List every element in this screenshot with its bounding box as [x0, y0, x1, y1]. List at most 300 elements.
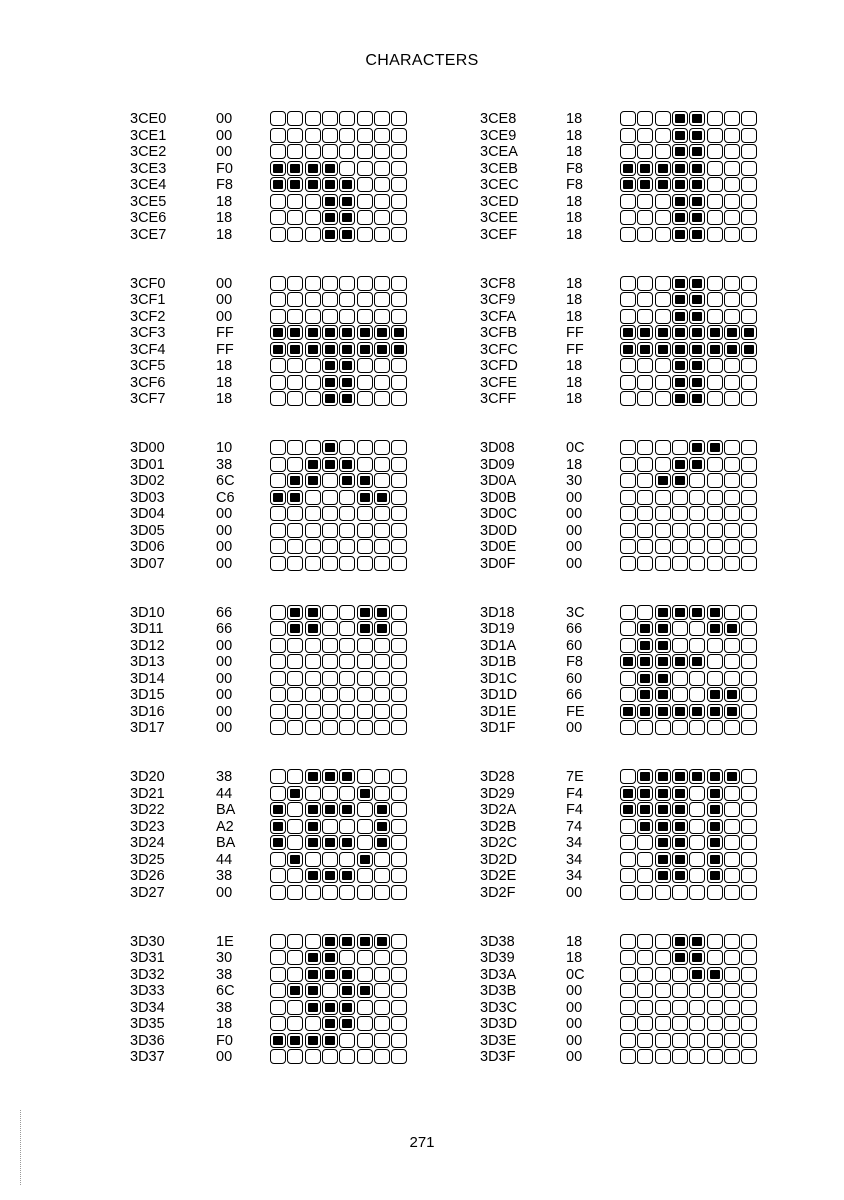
pixel-on	[287, 325, 303, 340]
pixel-on	[707, 852, 723, 867]
pixel-on	[339, 473, 355, 488]
pixel-off	[637, 720, 653, 735]
pixel-off	[620, 556, 636, 571]
pixel-on	[270, 802, 286, 817]
address-label: 3D25	[130, 851, 165, 868]
page-number: 271	[409, 1134, 435, 1151]
pixel-off	[620, 687, 636, 702]
hex-value: 30	[566, 473, 583, 489]
pixel-on	[672, 128, 688, 143]
pixel-off	[689, 885, 705, 900]
pixel-on	[322, 802, 338, 817]
pixel-on	[322, 950, 338, 965]
pixel-off	[322, 704, 338, 719]
pixel-off	[655, 1049, 671, 1064]
address-label: 3D24	[130, 835, 165, 851]
hex-value: 66	[216, 621, 233, 637]
pixel-off	[374, 358, 390, 373]
pixel-off	[655, 1016, 671, 1031]
pixel-off	[637, 490, 653, 505]
char-block	[480, 605, 840, 741]
pixel-off	[305, 1049, 321, 1064]
pixel-off	[724, 210, 740, 225]
pixel-off	[741, 440, 757, 455]
pixel-on	[305, 983, 321, 998]
hex-value: FF	[216, 341, 234, 358]
char-row	[480, 852, 840, 869]
pixel-on	[655, 769, 671, 784]
pixel-on	[689, 440, 705, 455]
hex-value: 00	[216, 703, 233, 720]
pixel-off	[305, 391, 321, 406]
address-label: 3D2A	[480, 802, 517, 818]
pixel-off	[305, 704, 321, 719]
pixel-off	[374, 506, 390, 521]
char-row	[480, 704, 840, 721]
char-block	[480, 934, 840, 1070]
pixel-on	[689, 276, 705, 291]
pixel-on	[637, 802, 653, 817]
hex-value: 00	[216, 506, 233, 522]
pixel-off	[339, 671, 355, 686]
hex-value: 44	[216, 851, 233, 868]
pixel-off	[374, 967, 390, 982]
hex-value: FF	[566, 325, 584, 341]
pixel-off	[620, 1016, 636, 1031]
pixel-off	[287, 358, 303, 373]
pixel-on	[322, 342, 338, 357]
pixel-off	[741, 852, 757, 867]
address-label: 3D38	[480, 933, 515, 950]
pixel-on	[707, 819, 723, 834]
pixel-off	[322, 473, 338, 488]
pixel-off	[655, 1033, 671, 1048]
pixel-on	[689, 161, 705, 176]
pixel-off	[322, 885, 338, 900]
pixel-off	[391, 391, 407, 406]
address-label: 3CED	[480, 193, 519, 210]
pixel-off	[655, 490, 671, 505]
pixel-off	[270, 556, 286, 571]
pixel-off	[620, 1033, 636, 1048]
char-row	[130, 391, 490, 408]
hex-value: 18	[566, 358, 583, 374]
pixel-off	[741, 506, 757, 521]
pixel-off	[637, 1016, 653, 1031]
pixel-on	[322, 868, 338, 883]
pixel-on	[724, 769, 740, 784]
pixel-off	[287, 720, 303, 735]
pixel-on	[672, 358, 688, 373]
pixel-off	[391, 128, 407, 143]
hex-value: F0	[216, 1032, 233, 1049]
pixel-off	[689, 539, 705, 554]
pixel-off	[357, 128, 373, 143]
address-label: 3D22	[130, 802, 165, 818]
pixel-off	[724, 835, 740, 850]
pixel-off	[707, 983, 723, 998]
pixel-off	[287, 539, 303, 554]
pixel-off	[391, 506, 407, 521]
pixel-off	[270, 391, 286, 406]
pixel-off	[707, 457, 723, 472]
char-block	[130, 276, 490, 412]
pixel-off	[689, 868, 705, 883]
address-label: 3D39	[480, 950, 515, 966]
hex-value: 18	[566, 210, 583, 226]
pixel-off	[339, 852, 355, 867]
pixel-off	[391, 802, 407, 817]
pixel-on	[655, 671, 671, 686]
pixel-on	[287, 621, 303, 636]
pixel-off	[724, 654, 740, 669]
pixel-off	[672, 621, 688, 636]
pixel-on	[305, 967, 321, 982]
pixel-off	[322, 292, 338, 307]
hex-value: 18	[216, 1016, 233, 1032]
hex-value: 18	[216, 193, 233, 210]
hex-value: 00	[566, 983, 583, 999]
pixel-on	[322, 194, 338, 209]
pixel-off	[270, 786, 286, 801]
pixel-off	[322, 654, 338, 669]
pixel-off	[741, 950, 757, 965]
pixel-off	[374, 391, 390, 406]
pixel-off	[305, 490, 321, 505]
pixel-on	[689, 309, 705, 324]
pixel-off	[655, 391, 671, 406]
pixel-on	[672, 704, 688, 719]
pixel-off	[741, 934, 757, 949]
pixel-off	[391, 210, 407, 225]
pixel-off	[741, 309, 757, 324]
char-row	[130, 720, 490, 737]
pixel-off	[287, 950, 303, 965]
pixel-on	[689, 967, 705, 982]
address-label: 3D1B	[480, 654, 517, 670]
pixel-off	[270, 967, 286, 982]
pixel-on	[322, 967, 338, 982]
pixel-off	[620, 194, 636, 209]
pixel-on	[689, 654, 705, 669]
pixel-on	[339, 375, 355, 390]
pixel-off	[724, 391, 740, 406]
pixel-on	[637, 687, 653, 702]
char-row	[130, 227, 490, 244]
char-row	[130, 210, 490, 227]
char-row	[130, 802, 490, 819]
hex-value: 00	[216, 127, 233, 144]
address-label: 3D27	[130, 884, 165, 901]
pixel-off	[724, 177, 740, 192]
char-row	[480, 292, 840, 309]
char-block	[130, 440, 490, 576]
pixel-on	[655, 802, 671, 817]
pixel-off	[620, 358, 636, 373]
pixel-off	[270, 769, 286, 784]
pixel-off	[287, 144, 303, 159]
pixel-off	[339, 309, 355, 324]
page-title: CHARACTERS	[365, 52, 479, 69]
char-block	[130, 111, 490, 247]
pixel-off	[322, 523, 338, 538]
pixel-on	[655, 177, 671, 192]
pixel-off	[339, 1033, 355, 1048]
address-label: 3CFF	[480, 391, 517, 407]
pixel-off	[724, 967, 740, 982]
pixel-off	[637, 375, 653, 390]
pixel-off	[620, 440, 636, 455]
pixel-off	[655, 309, 671, 324]
char-row	[480, 473, 840, 490]
pixel-off	[305, 671, 321, 686]
pixel-off	[707, 539, 723, 554]
pixel-on	[672, 786, 688, 801]
hex-value: 00	[216, 522, 233, 539]
pixel-on	[655, 605, 671, 620]
pixel-on	[322, 1000, 338, 1015]
address-label: 3CEF	[480, 226, 518, 243]
pixel-on	[374, 342, 390, 357]
pixel-off	[689, 473, 705, 488]
pixel-off	[637, 1033, 653, 1048]
pixel-off	[391, 490, 407, 505]
pixel-off	[724, 885, 740, 900]
pixel-off	[391, 144, 407, 159]
pixel-off	[707, 309, 723, 324]
pixel-on	[672, 309, 688, 324]
pixel-on	[305, 819, 321, 834]
pixel-on	[270, 490, 286, 505]
pixel-off	[637, 556, 653, 571]
pixel-on	[620, 342, 636, 357]
pixel-off	[391, 852, 407, 867]
pixel-on	[724, 621, 740, 636]
pixel-off	[707, 1000, 723, 1015]
char-row	[130, 934, 490, 951]
pixel-off	[339, 654, 355, 669]
pixel-off	[339, 539, 355, 554]
pixel-on	[672, 391, 688, 406]
hex-value: 18	[216, 391, 233, 407]
pixel-on	[305, 835, 321, 850]
char-row	[130, 440, 490, 457]
pixel-off	[689, 490, 705, 505]
pixel-off	[305, 506, 321, 521]
pixel-off	[270, 194, 286, 209]
pixel-off	[672, 885, 688, 900]
pixel-off	[270, 605, 286, 620]
address-label: 3D0D	[480, 522, 518, 539]
address-label: 3D31	[130, 950, 165, 966]
address-label: 3D02	[130, 473, 165, 489]
pixel-on	[357, 934, 373, 949]
pixel-off	[620, 276, 636, 291]
pixel-off	[270, 292, 286, 307]
hex-value: 00	[566, 999, 583, 1016]
char-block	[480, 276, 840, 412]
pixel-off	[637, 292, 653, 307]
pixel-off	[741, 786, 757, 801]
pixel-off	[707, 506, 723, 521]
pixel-off	[655, 983, 671, 998]
pixel-off	[374, 786, 390, 801]
pixel-off	[620, 1000, 636, 1015]
pixel-off	[391, 440, 407, 455]
pixel-off	[689, 621, 705, 636]
pixel-on	[637, 177, 653, 192]
pixel-off	[322, 621, 338, 636]
pixel-off	[357, 292, 373, 307]
pixel-off	[270, 638, 286, 653]
pixel-off	[322, 671, 338, 686]
pixel-off	[287, 210, 303, 225]
pixel-off	[374, 983, 390, 998]
pixel-off	[287, 111, 303, 126]
pixel-on	[322, 934, 338, 949]
pixel-on	[689, 227, 705, 242]
pixel-off	[357, 1000, 373, 1015]
pixel-off	[707, 276, 723, 291]
pixel-off	[357, 111, 373, 126]
char-row	[480, 786, 840, 803]
pixel-off	[724, 161, 740, 176]
char-row	[130, 605, 490, 622]
pixel-off	[655, 506, 671, 521]
address-label: 3CEE	[480, 210, 518, 226]
pixel-off	[707, 1033, 723, 1048]
pixel-off	[707, 292, 723, 307]
pixel-off	[655, 210, 671, 225]
pixel-on	[672, 473, 688, 488]
pixel-on	[391, 325, 407, 340]
pixel-off	[322, 556, 338, 571]
pixel-off	[672, 720, 688, 735]
pixel-on	[707, 802, 723, 817]
pixel-off	[724, 819, 740, 834]
char-row	[480, 1033, 840, 1050]
pixel-off	[741, 967, 757, 982]
pixel-off	[707, 671, 723, 686]
address-label: 3D32	[130, 966, 165, 983]
address-label: 3D3E	[480, 1032, 517, 1049]
pixel-off	[620, 539, 636, 554]
pixel-off	[741, 128, 757, 143]
pixel-off	[322, 819, 338, 834]
pixel-off	[374, 457, 390, 472]
hex-value: 0C	[566, 966, 585, 983]
pixel-off	[655, 885, 671, 900]
pixel-off	[357, 210, 373, 225]
pixel-off	[724, 457, 740, 472]
pixel-off	[391, 227, 407, 242]
pixel-on	[287, 161, 303, 176]
pixel-off	[357, 1033, 373, 1048]
pixel-off	[357, 950, 373, 965]
pixel-on	[305, 161, 321, 176]
pixel-on	[339, 210, 355, 225]
char-block	[130, 934, 490, 1070]
pixel-on	[672, 227, 688, 242]
pixel-on	[374, 802, 390, 817]
hex-value: 18	[216, 226, 233, 243]
pixel-off	[672, 506, 688, 521]
pixel-off	[620, 967, 636, 982]
pixel-on	[672, 325, 688, 340]
pixel-off	[357, 375, 373, 390]
pixel-off	[707, 950, 723, 965]
pixel-off	[672, 539, 688, 554]
address-label: 3D2D	[480, 851, 518, 868]
pixel-off	[305, 654, 321, 669]
pixel-off	[620, 457, 636, 472]
hex-value: 18	[566, 193, 583, 210]
pixel-off	[655, 358, 671, 373]
pixel-off	[707, 473, 723, 488]
pixel-off	[724, 868, 740, 883]
pixel-off	[741, 720, 757, 735]
pixel-off	[655, 111, 671, 126]
pixel-off	[305, 1016, 321, 1031]
hex-value: F4	[566, 802, 583, 818]
pixel-off	[707, 638, 723, 653]
hex-value: 00	[216, 111, 233, 127]
pixel-off	[620, 128, 636, 143]
char-row	[480, 687, 840, 704]
pixel-on	[374, 490, 390, 505]
hex-value: 18	[566, 308, 583, 325]
pixel-off	[637, 1000, 653, 1015]
address-label: 3D23	[130, 818, 165, 835]
pixel-off	[270, 654, 286, 669]
address-label: 3D28	[480, 769, 515, 785]
hex-value: 18	[216, 374, 233, 391]
hex-value: F0	[216, 160, 233, 177]
char-row	[130, 852, 490, 869]
pixel-on	[689, 210, 705, 225]
pixel-off	[620, 950, 636, 965]
pixel-on	[672, 457, 688, 472]
hex-value: 00	[216, 555, 233, 572]
pixel-off	[620, 983, 636, 998]
pixel-off	[287, 309, 303, 324]
pixel-off	[391, 556, 407, 571]
hex-value: 66	[566, 621, 583, 637]
address-label: 3D0E	[480, 539, 517, 555]
pixel-off	[689, 556, 705, 571]
pixel-on	[707, 868, 723, 883]
pixel-off	[357, 769, 373, 784]
pixel-off	[741, 556, 757, 571]
pixel-on	[689, 128, 705, 143]
pixel-off	[741, 1016, 757, 1031]
pixel-off	[672, 490, 688, 505]
pixel-on	[724, 342, 740, 357]
pixel-off	[620, 720, 636, 735]
pixel-off	[391, 194, 407, 209]
hex-value: 1E	[216, 933, 234, 950]
pixel-off	[357, 835, 373, 850]
pixel-on	[357, 605, 373, 620]
pixel-off	[655, 144, 671, 159]
pixel-off	[741, 621, 757, 636]
hex-value: 00	[216, 687, 233, 703]
address-label: 3D07	[130, 555, 165, 572]
char-row	[130, 1000, 490, 1017]
pixel-off	[357, 457, 373, 472]
pixel-on	[689, 194, 705, 209]
pixel-off	[637, 391, 653, 406]
